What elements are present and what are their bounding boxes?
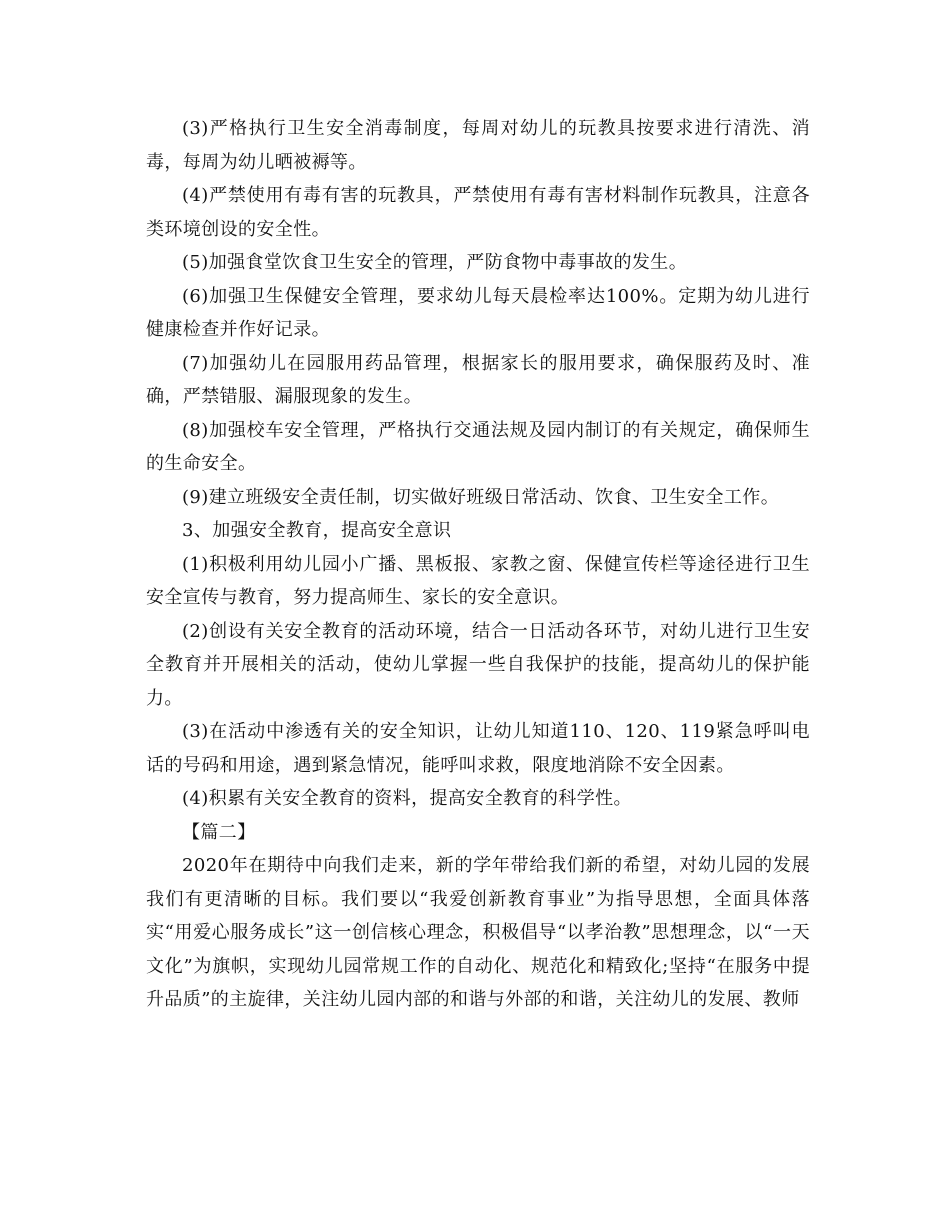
- paragraph-canteen-safety: (5)加强食堂饮食卫生安全的管理，严防食物中毒事故的发生。: [182, 252, 688, 273]
- document-body: [146, 112, 810, 1017]
- paragraph-activity-environment: (2)创设有关安全教育的活动环境，结合一日活动各环节，对幼儿进行卫生安全教育并开展相关的活动，使幼儿掌握一些自我保护的技能，提高幼儿的保护能力。: [146, 620, 810, 709]
- paragraph-health-check: (6)加强卫生保健安全管理，要求幼儿每天晨检率达100%。定期为幼儿进行健康检查并作好记录。: [146, 285, 810, 340]
- paragraph-2020-plan: 2020年在期待中向我们走来，新的学年带给我们新的希望，对幼儿园的发展我们有更清晰的目标。我们要以“我爱创新教育事业”为指导思想，全面具体落实“用爱心服务成长”这一创信核心理念，积极倡导“以孝治教”思想理念，以“一天文化”为旗帜，实现幼儿园常规工作的自动化、规范化和精致化;坚持“在服务中提升品质”的主旋律，关注幼儿园内部的和谐与外部的和谐，关注幼儿的发展、教师: [146, 855, 810, 1010]
- paragraph-emergency-numbers: (3)在活动中渗透有关的安全知识，让幼儿知道110、120、119紧急呼叫电话的号码和用途，遇到紧急情况，能呼叫求救，限度地消除不安全因素。: [146, 721, 810, 776]
- paragraph-class-responsibility: (9)建立班级安全责任制，切实做好班级日常活动、饮食、卫生安全工作。: [182, 486, 780, 508]
- section-title-part-two: 【篇二】: [182, 821, 256, 843]
- paragraph-safety-publicity: (1)积极利用幼儿园小广播、黑板报、家教之窗、保健宣传栏等途径进行卫生安全宣传与教育，努力提高师生、家长的安全意识。: [146, 553, 810, 608]
- paragraph-school-bus-safety: (8)加强校车安全管理，严格执行交通法规及园内制订的有关规定，确保师生的生命安全。: [146, 419, 810, 474]
- section-heading-safety-education: 3、加强安全教育，提高安全意识: [182, 520, 452, 541]
- paragraph-toy-safety: (4)严禁使用有毒有害的玩教具，严禁使用有毒有害材料制作玩教具，注意各类环境创设的安全性。: [146, 185, 810, 240]
- paragraph-hygiene-disinfection: (3)严格执行卫生安全消毒制度，每周对幼儿的玩教具按要求进行清洗、消毒，每周为幼儿晒被褥等。: [146, 118, 810, 173]
- paragraph-education-materials: (4)积累有关安全教育的资料，提高安全教育的科学性。: [182, 788, 632, 809]
- paragraph-medicine-management: (7)加强幼儿在园服用药品管理，根据家长的服用要求，确保服药及时、准确，严禁错服、漏服现象的发生。: [146, 352, 810, 407]
